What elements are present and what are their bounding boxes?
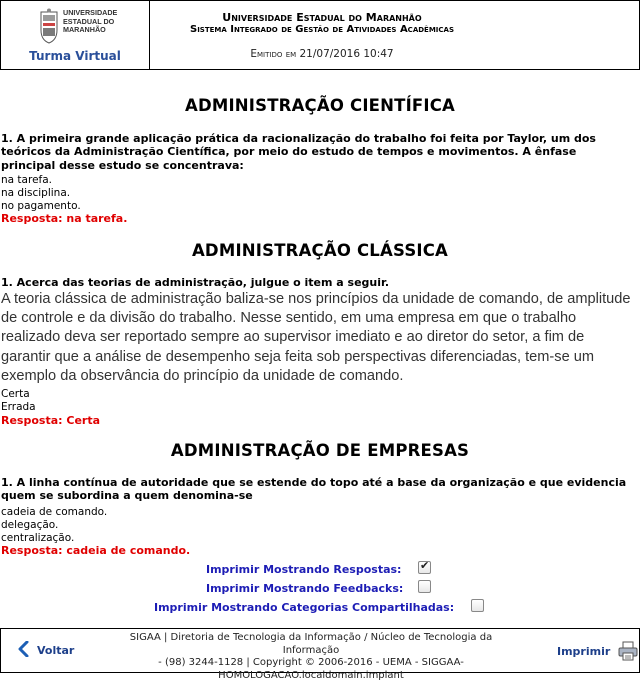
voltar-label: Voltar: [37, 644, 74, 657]
section-title: ADMINISTRAÇÃO CLÁSSICA: [0, 241, 640, 260]
report-header: [0, 0, 640, 70]
printer-icon[interactable]: [618, 641, 638, 661]
answer-option: delegação.: [1, 519, 58, 532]
footer-line: HOMOLOGACAO.localdomain.implant: [101, 670, 521, 682]
emission-date: 21/07/2016 10:47: [300, 48, 394, 60]
question-text: 1. A linha contínua de autoridade que se estende do topo até a base da organização e que evidencia quem se subordina a quem denomina-se: [1, 476, 631, 503]
logo-text-line: ESTADUAL DO: [63, 18, 133, 27]
logo-text-line: UNIVERSIDADE: [63, 9, 133, 18]
footer-line: SIGAA | Diretoria de Tecnologia da Informação / Núcleo de Tecnologia da Informação: [101, 632, 521, 657]
answer-option: na disciplina.: [1, 187, 70, 200]
print-show-feedbacks-checkbox[interactable]: [418, 580, 431, 593]
answer-option: no pagamento.: [1, 200, 81, 213]
emission-label: Emitido em: [250, 48, 296, 60]
print-show-feedbacks-label: Imprimir Mostrando Feedbacks:: [206, 582, 403, 595]
section-title: ADMINISTRAÇÃO DE EMPRESAS: [0, 441, 640, 460]
answer-option: centralização.: [1, 532, 74, 545]
correct-answer: Resposta: na tarefa.: [1, 212, 127, 225]
page-footer: [0, 628, 640, 673]
university-name: Universidade Estadual do Maranhão: [150, 11, 494, 24]
logo-area: [1, 1, 150, 69]
question-text: 1. Acerca das teorias de administração, julgue o item a seguir.: [1, 276, 631, 289]
imprimir-button[interactable]: Imprimir: [557, 645, 610, 658]
correct-answer: Resposta: Certa: [1, 414, 100, 427]
question-text: 1. A primeira grande aplicação prática da racionalização do trabalho foi feita por Taylor, um dos teóricos da Administração Científica, por meio do estudo de tempos e movimentos. A ênfase principal desse estudo se concentrava:: [1, 132, 631, 172]
turma-virtual-label: Turma Virtual: [1, 49, 149, 63]
logo-text: [63, 9, 133, 35]
emission-info: [150, 48, 494, 60]
logo-text-line: MARANHÃO: [63, 26, 133, 35]
back-arrow-icon: [17, 641, 31, 657]
print-show-categories-label: Imprimir Mostrando Categorias Compartilhadas:: [154, 601, 454, 614]
section-title: ADMINISTRAÇÃO CIENTÍFICA: [0, 96, 640, 115]
uema-logo: [39, 7, 129, 47]
print-show-answers-checkbox[interactable]: [418, 561, 431, 574]
answer-option: cadeia de comando.: [1, 506, 107, 519]
print-show-categories-checkbox[interactable]: [471, 599, 484, 612]
uema-seal-icon: [39, 8, 59, 44]
question-statement: A teoria clássica de administração baliza-se nos princípios da unidade de comando, de amplitude de controle e da divisão do trabalho. Nesse sentido, em uma empresa em que o trabalho realizado deva ser reportado sempre ao supervisor imediato e ao diretor do setor, a fim de garantir que a análise de desempenho seja feita sob perspectivas diferenciadas, tem-se um exemplo da observância do princípio da unidade de comando.: [1, 290, 637, 386]
footer-line: - (98) 3244-1128 | Copyright © 2006-2016 - UEMA - SIGGAA-: [101, 657, 521, 670]
system-name: Sistema Integrado de Gestão de Atividades Acadêmicas: [150, 23, 494, 36]
print-show-answers-label: Imprimir Mostrando Respostas:: [206, 563, 401, 576]
correct-answer: Resposta: cadeia de comando.: [1, 544, 190, 557]
answer-option: Errada: [1, 401, 36, 414]
footer-credits: [101, 632, 521, 682]
answer-option: Certa: [1, 388, 30, 401]
answer-option: na tarefa.: [1, 174, 52, 187]
